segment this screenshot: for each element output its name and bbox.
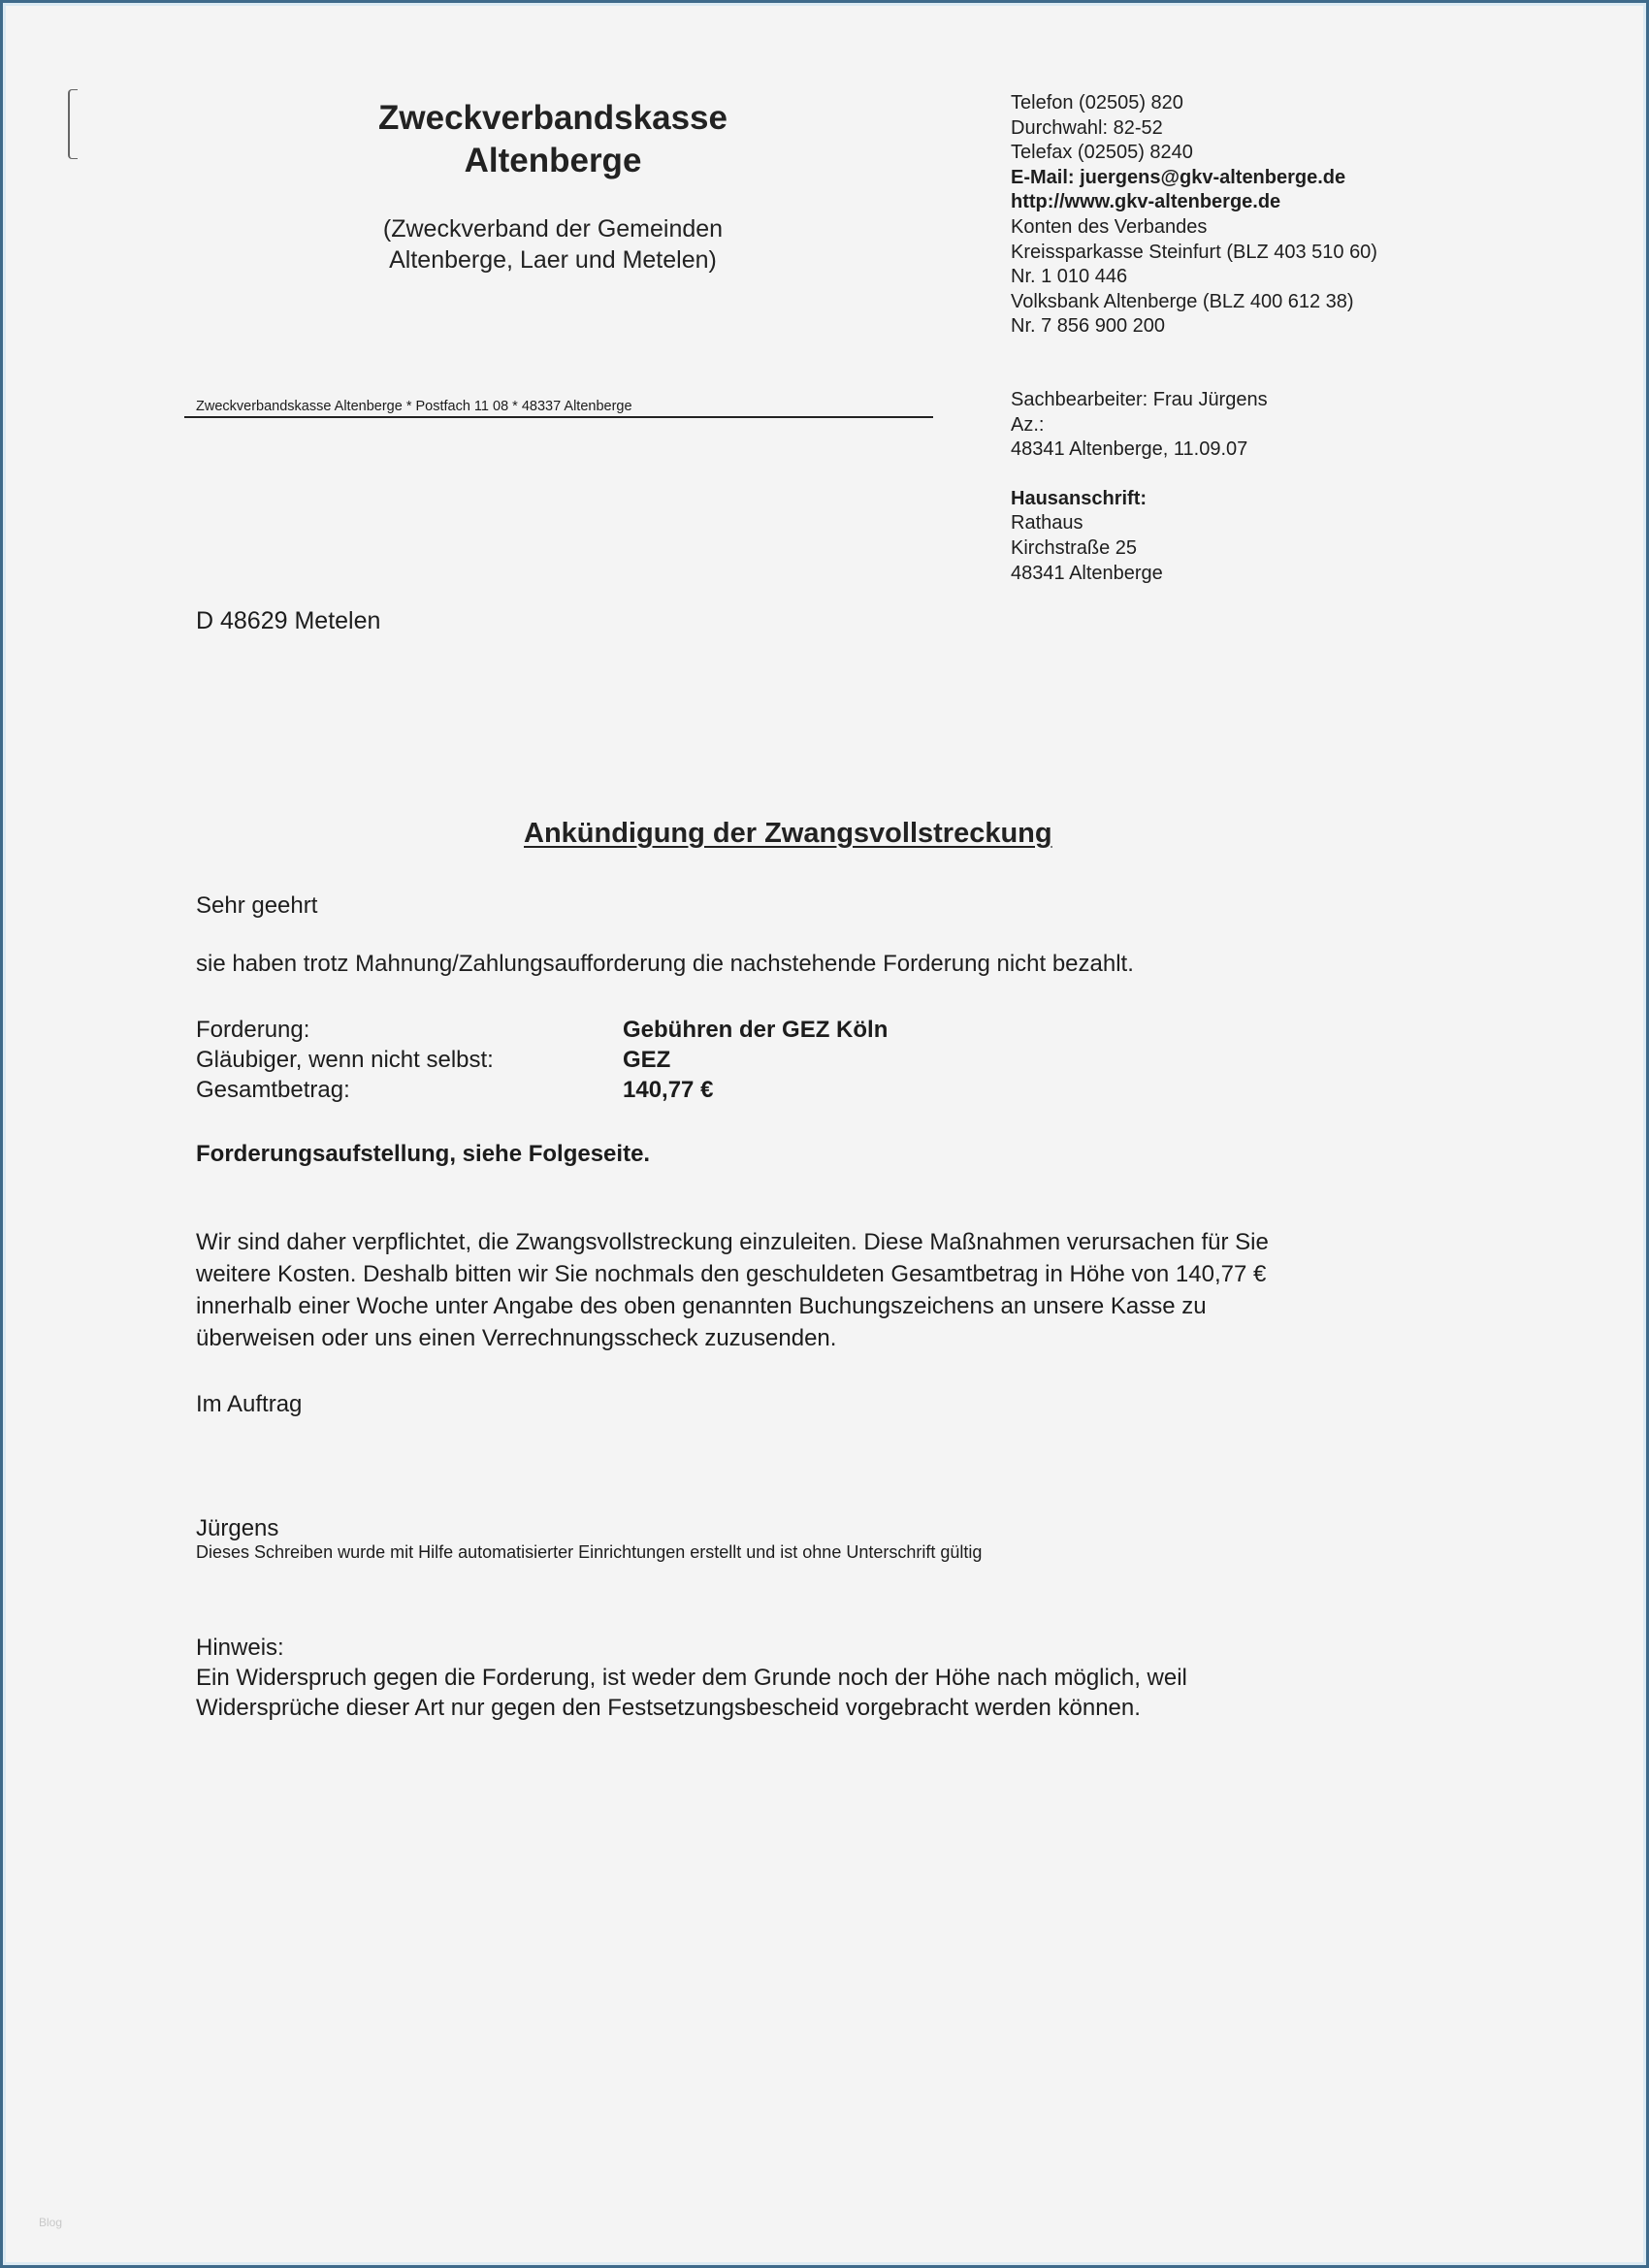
- folgeseite-note: Forderungsaufstellung, siehe Folgeseite.: [196, 1141, 651, 1167]
- org-sub-line2: Altenberge, Laer und Metelen): [389, 246, 717, 274]
- contact-telefax: Telefax (02505) 8240: [1011, 142, 1193, 164]
- claim-row: [196, 1045, 888, 1075]
- contact-website: http://www.gkv-altenberge.de: [1011, 191, 1281, 213]
- letterhead-org-name: [320, 97, 786, 182]
- hinweis-line: Widersprüche dieser Art nur gegen den Festsetzungsbescheid vorgebracht werden können.: [196, 1695, 1141, 1721]
- claim-label: Gesamtbetrag:: [196, 1077, 350, 1103]
- org-name-line1: Zweckverbandskasse: [378, 99, 728, 137]
- sender-return-line: Zweckverbandskasse Altenberge * Postfach 11 08 * 48337 Altenberge: [184, 398, 933, 418]
- meta-block: [1011, 388, 1268, 586]
- contact-accounts-heading: Konten des Verbandes: [1011, 215, 1208, 238]
- contact-bank1-nr: Nr. 1 010 446: [1011, 266, 1128, 288]
- claim-label: Gläubiger, wenn nicht selbst:: [196, 1047, 494, 1073]
- hinweis-label: Hinweis:: [196, 1635, 284, 1661]
- meta-haus-line2: Kirchstraße 25: [1011, 536, 1138, 559]
- claim-row: [196, 1015, 888, 1045]
- org-name-line2: Altenberge: [464, 142, 642, 179]
- salutation: Sehr geehrt: [196, 892, 318, 919]
- watermark: Blog: [39, 2216, 63, 2229]
- claim-label: Forderung:: [196, 1017, 310, 1043]
- letter-subject: Ankündigung der Zwangsvollstreckung: [524, 818, 1052, 849]
- claim-value: Gebühren der GEZ Köln: [623, 1017, 889, 1043]
- signer-name: Jürgens: [196, 1515, 279, 1541]
- hinweis-block: [196, 1633, 1187, 1723]
- main-paragraph: [196, 1226, 1476, 1354]
- letterhead-org-subtitle: [320, 213, 786, 275]
- contact-durchwahl: Durchwahl: 82-52: [1011, 116, 1163, 139]
- contact-bank2-nr: Nr. 7 856 900 200: [1011, 315, 1166, 338]
- closing: Im Auftrag: [196, 1391, 303, 1417]
- paragraph-line: überweisen oder uns einen Verrechnungsscheck zuzusenden.: [196, 1325, 837, 1351]
- meta-az: Az.:: [1011, 413, 1045, 436]
- contact-bank1: Kreissparkasse Steinfurt (BLZ 403 510 60): [1011, 241, 1377, 263]
- claims-table: [196, 1015, 888, 1105]
- contact-email: E-Mail: juergens@gkv-altenberge.de: [1011, 166, 1346, 188]
- meta-haus-line3: 48341 Altenberge: [1011, 562, 1163, 584]
- meta-sachbearbeiter: Sachbearbeiter: Frau Jürgens: [1011, 389, 1268, 410]
- claim-value: 140,77 €: [623, 1077, 714, 1103]
- paragraph-line: innerhalb einer Woche unter Angabe des oben genannten Buchungszeichens an unsere Kasse zu: [196, 1293, 1207, 1319]
- automation-note: Dieses Schreiben wurde mit Hilfe automatisierter Einrichtungen erstellt und ist ohne Unterschrift gültig: [196, 1542, 983, 1562]
- claim-value: GEZ: [623, 1047, 671, 1073]
- scan-bracket-mark: [68, 89, 78, 159]
- meta-place-date: 48341 Altenberge, 11.09.07: [1011, 438, 1248, 461]
- paragraph-line: weitere Kosten. Deshalb bitten wir Sie nochmals den geschuldeten Gesamtbetrag in Höhe von 140,77 €: [196, 1261, 1267, 1287]
- meta-hausanschrift-label: Hausanschrift:: [1011, 487, 1148, 509]
- intro-text: sie haben trotz Mahnung/Zahlungsaufforderung die nachstehende Forderung nicht bezahlt.: [196, 951, 1134, 977]
- contact-block: [1011, 91, 1377, 340]
- claim-row: [196, 1075, 888, 1105]
- contact-bank2: Volksbank Altenberge (BLZ 400 612 38): [1011, 290, 1354, 312]
- hinweis-line: Ein Widerspruch gegen die Forderung, ist weder dem Grunde noch der Höhe nach möglich, weil: [196, 1665, 1187, 1691]
- org-sub-line1: (Zweckverband der Gemeinden: [382, 215, 724, 243]
- recipient-city: D 48629 Metelen: [196, 607, 381, 634]
- meta-haus-line1: Rathaus: [1011, 512, 1083, 535]
- contact-telefon: Telefon (02505) 820: [1011, 92, 1183, 113]
- paragraph-line: Wir sind daher verpflichtet, die Zwangsvollstreckung einzuleiten. Diese Maßnahmen verursachen für Sie: [196, 1229, 1269, 1255]
